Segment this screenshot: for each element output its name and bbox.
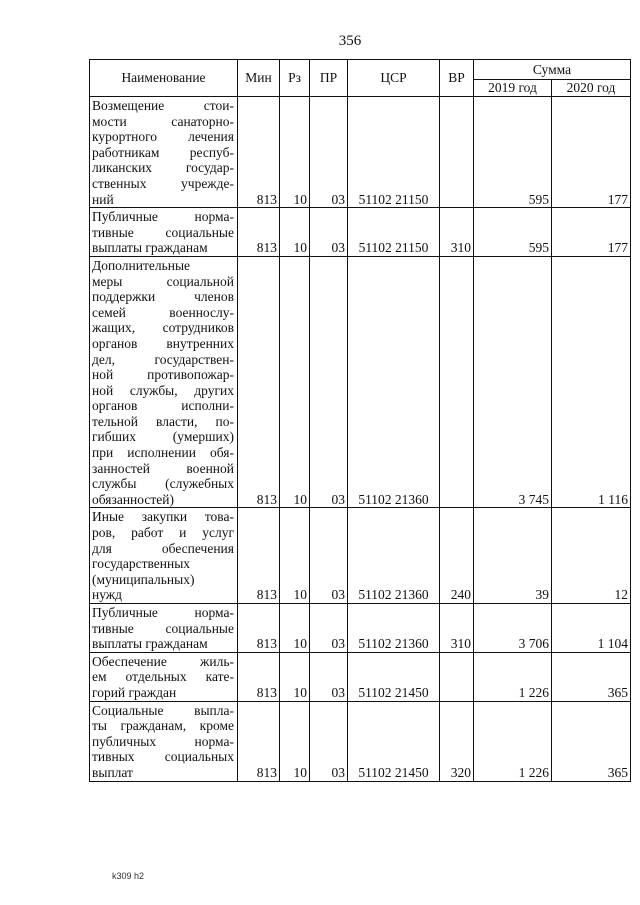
row-name-line: ем отдельных кате- [92, 669, 234, 685]
row-sum-2020: 365 [552, 652, 631, 701]
row-name-line: Публичные норма- [92, 605, 234, 620]
table-row [90, 701, 631, 781]
row-name-line: работникам респуб- [92, 144, 234, 160]
row-min: 813 [238, 208, 280, 257]
row-name-line: органов исполни- [92, 398, 234, 414]
row-rz: 10 [280, 256, 310, 508]
row-name-line: занностей военной [92, 460, 234, 476]
row-rz: 10 [280, 652, 310, 701]
row-name-line: Публичные норма- [92, 209, 234, 225]
row-pr: 03 [310, 604, 348, 653]
row-name-line: меры социальной [92, 273, 234, 289]
row-name-line: тельной власти, по- [92, 413, 234, 429]
row-sum-2019: 1 226 [474, 652, 552, 701]
row-rz: 10 [280, 208, 310, 257]
row-name-line: Дополнительные [92, 257, 191, 273]
row-name-line: Обеспечение жиль- [92, 653, 234, 669]
row-min: 813 [238, 652, 280, 701]
row-name [90, 652, 238, 701]
row-name-line: (муниципальных) [92, 571, 195, 587]
row-pr: 03 [310, 208, 348, 257]
row-sum-2019: 3 706 [474, 604, 552, 653]
row-vr [440, 256, 474, 508]
row-name-line: ной противопожар- [92, 367, 234, 383]
row-csr: 51102 21360 [348, 508, 440, 604]
row-csr: 51102 21360 [348, 256, 440, 508]
row-name-line: тивных социальных [92, 749, 234, 765]
row-rz: 10 [280, 701, 310, 781]
row-min: 813 [238, 604, 280, 653]
row-pr: 03 [310, 97, 348, 208]
table-row [90, 604, 631, 653]
row-name [90, 701, 238, 781]
row-name [90, 508, 238, 604]
table-row [90, 652, 631, 701]
row-name-line: службы (служебных [92, 476, 234, 492]
row-name-line: выплаты гражданам [92, 240, 208, 256]
row-sum-2020: 12 [552, 508, 631, 604]
row-sum-2019: 1 226 [474, 701, 552, 781]
header-year-2019: 2019 год [474, 80, 552, 97]
row-vr [440, 97, 474, 208]
header-min: Мин [238, 60, 280, 97]
row-sum-2020: 1 116 [552, 256, 631, 508]
row-name-line: выплаты гражданам [92, 636, 208, 652]
page-number: 356 [338, 33, 362, 49]
row-csr: 51102 21450 [348, 652, 440, 701]
row-pr: 03 [310, 508, 348, 604]
row-name [90, 97, 238, 208]
row-name-line: тивные социальные [92, 224, 234, 240]
row-min: 813 [238, 701, 280, 781]
row-sum-2020: 177 [552, 208, 631, 257]
row-csr: 51102 21150 [348, 208, 440, 257]
header-name: Наименование [90, 60, 238, 97]
row-vr: 310 [440, 208, 474, 257]
row-sum-2020: 365 [552, 701, 631, 781]
row-name-line: государственных [92, 556, 191, 572]
row-name-line: ров, работ и услуг [92, 525, 234, 541]
row-sum-2020: 1 104 [552, 604, 631, 653]
header-sum: Сумма [474, 60, 631, 80]
row-vr: 310 [440, 604, 474, 653]
header-pr: ПР [310, 60, 348, 97]
row-min: 813 [238, 508, 280, 604]
footer-code: k309 h2 [112, 871, 145, 881]
row-name-line: гибших (умерших) [92, 429, 234, 445]
row-sum-2019: 595 [474, 208, 552, 257]
row-name-line: выплат [92, 764, 133, 780]
row-name-line: ной службы, других [92, 382, 234, 398]
row-name-line: курортного лечения [92, 129, 234, 145]
row-pr: 03 [310, 256, 348, 508]
row-name [90, 256, 238, 508]
row-name [90, 208, 238, 257]
row-pr: 03 [310, 652, 348, 701]
table-row [90, 208, 631, 257]
row-name-line: ликанских государ- [92, 160, 234, 176]
row-name-line: ственных учрежде- [92, 175, 234, 191]
row-name-line: тивные социальные [92, 620, 234, 636]
table-row [90, 256, 631, 508]
row-name-line: ты гражданам, кроме [92, 718, 234, 734]
row-name-line: органов внутренних [92, 335, 234, 351]
row-rz: 10 [280, 604, 310, 653]
row-name-line: мости санаторно- [92, 113, 234, 129]
row-name-line: Иные закупки това- [92, 509, 234, 525]
row-name-line: Возмещение стои- [92, 98, 234, 113]
row-name-line: жащих, сотрудников [92, 320, 234, 336]
row-sum-2020: 177 [552, 97, 631, 208]
row-name-line: ний [92, 191, 114, 207]
header-vr: ВР [440, 60, 474, 97]
row-min: 813 [238, 256, 280, 508]
row-vr [440, 652, 474, 701]
row-name-line: обязанностей) [92, 491, 174, 507]
row-name-line: для обеспечения [92, 540, 234, 556]
row-csr: 51102 21450 [348, 701, 440, 781]
row-name-line: дел, государствен- [92, 351, 234, 367]
row-min: 813 [238, 97, 280, 208]
row-vr: 320 [440, 701, 474, 781]
row-name-line: семей военнослу- [92, 304, 234, 320]
row-name-line: Социальные выпла- [92, 702, 234, 718]
row-csr: 51102 21360 [348, 604, 440, 653]
row-name-line: горий граждан [92, 684, 177, 700]
row-name [90, 604, 238, 653]
row-name-line: при исполнении обя- [92, 445, 234, 461]
row-name-line: публичных норма- [92, 733, 234, 749]
row-csr: 51102 21150 [348, 97, 440, 208]
table-row [90, 508, 631, 604]
row-sum-2019: 39 [474, 508, 552, 604]
row-rz: 10 [280, 97, 310, 208]
row-pr: 03 [310, 701, 348, 781]
row-sum-2019: 595 [474, 97, 552, 208]
row-rz: 10 [280, 508, 310, 604]
header-year-2020: 2020 год [552, 80, 631, 97]
table-body [90, 97, 631, 782]
budget-table [89, 59, 631, 782]
table-row [90, 97, 631, 208]
header-csr: ЦСР [348, 60, 440, 97]
row-name-line: нужд [92, 587, 122, 603]
row-name-line: поддержки членов [92, 289, 234, 305]
row-sum-2019: 3 745 [474, 256, 552, 508]
header-rz: Рз [280, 60, 310, 97]
row-vr: 240 [440, 508, 474, 604]
